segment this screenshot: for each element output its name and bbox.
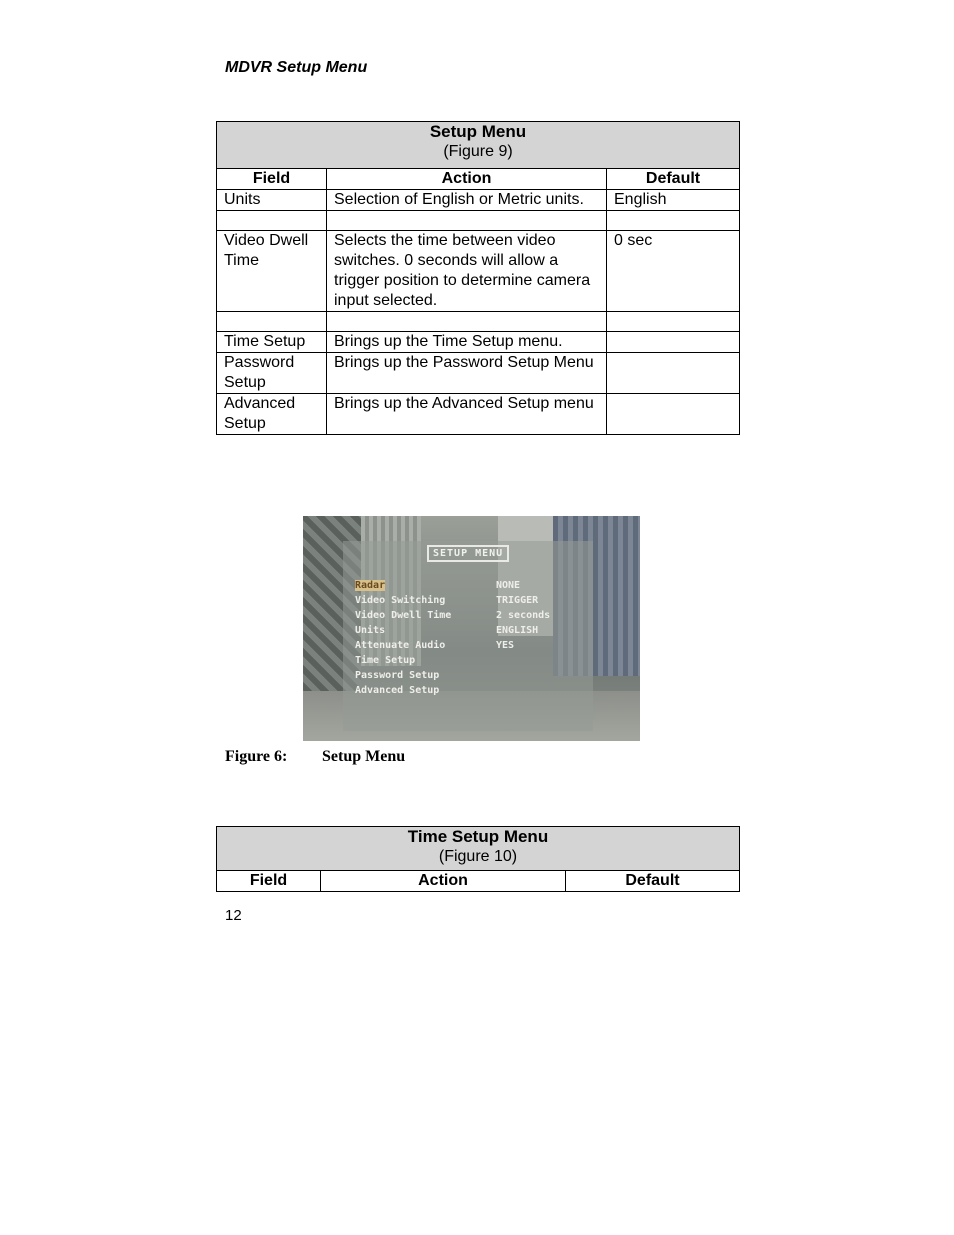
cell-action: [327, 211, 607, 231]
osd-item-label-text: Video Dwell Time: [355, 610, 452, 621]
cell-default: [607, 312, 740, 332]
page-number: 12: [225, 907, 242, 924]
osd-menu-item: [355, 578, 550, 593]
column-header-field: Field: [217, 169, 327, 190]
cell-default: [607, 332, 740, 353]
osd-item-label: [355, 593, 496, 608]
osd-item-label: [355, 608, 496, 623]
table-row: [217, 353, 740, 394]
caption-number: Figure 6:: [225, 748, 288, 765]
table-row: [217, 211, 740, 231]
cell-field: [217, 211, 327, 231]
osd-item-label-text: Attenuate Audio: [355, 640, 446, 651]
osd-menu-item: [355, 683, 550, 698]
osd-item-label-text: Units: [355, 625, 386, 636]
cell-default: 0 sec: [607, 231, 740, 312]
column-header-default: Default: [566, 871, 740, 892]
column-header-action: Action: [321, 871, 566, 892]
osd-item-label: [355, 638, 496, 653]
table-subtitle: (Figure 10): [438, 848, 518, 865]
cell-field: [217, 312, 327, 332]
osd-item-label: [355, 653, 496, 668]
table-body: [217, 190, 740, 435]
setup-menu-screenshot: [303, 516, 640, 741]
setup-menu-table: [216, 121, 740, 435]
cell-action: [327, 312, 607, 332]
column-header-action: Action: [327, 169, 607, 190]
column-header-default: Default: [607, 169, 740, 190]
cell-default: [607, 353, 740, 394]
osd-item-value: NONE: [496, 580, 521, 591]
table-title: Setup Menu: [429, 122, 527, 141]
cell-default: English: [607, 190, 740, 211]
osd-item-label: [355, 668, 496, 683]
cell-field: Advanced Setup: [217, 394, 327, 435]
cell-default: [607, 211, 740, 231]
cell-action: Brings up the Password Setup Menu: [327, 353, 607, 394]
osd-item-label-text: Radar: [355, 580, 386, 591]
osd-menu-item: [355, 593, 550, 608]
caption-text: Setup Menu: [322, 748, 406, 765]
column-header-field: Field: [217, 871, 321, 892]
table-header: [217, 827, 740, 871]
osd-item-label: [355, 683, 496, 698]
cell-action: Selection of English or Metric units.: [327, 190, 607, 211]
osd-item-label-text: Time Setup: [355, 655, 416, 666]
section-title: MDVR Setup Menu: [225, 59, 368, 76]
table-row: [217, 394, 740, 435]
table-title: Time Setup Menu: [407, 827, 549, 846]
osd-item-label-text: Password Setup: [355, 670, 440, 681]
table-row: [217, 332, 740, 353]
cell-field: Password Setup: [217, 353, 327, 394]
osd-menu-item: [355, 638, 550, 653]
time-setup-menu-table: [216, 826, 740, 892]
figure-caption: [225, 748, 405, 766]
osd-item-label: [355, 623, 496, 638]
osd-item-label-text: Video Switching: [355, 595, 446, 606]
cell-field: Time Setup: [217, 332, 327, 353]
osd-item-value: 2 seconds: [496, 610, 551, 621]
osd-item-value: ENGLISH: [496, 625, 539, 636]
osd-item-label: [355, 578, 496, 593]
osd-item-label-text: Advanced Setup: [355, 685, 440, 696]
cell-action: Brings up the Time Setup menu.: [327, 332, 607, 353]
cell-default: [607, 394, 740, 435]
table-header: [217, 122, 740, 169]
osd-menu-item: [355, 653, 550, 668]
table-subtitle: (Figure 9): [443, 143, 513, 160]
cell-action: Selects the time between video switches. 0 seconds will allow a trigger position to determine camera input selected.: [327, 231, 607, 312]
osd-menu-list: [355, 578, 550, 698]
cell-action: Brings up the Advanced Setup menu: [327, 394, 607, 435]
osd-menu-item: [355, 668, 550, 683]
osd-menu-item: [355, 608, 550, 623]
osd-menu-title: SETUP MENU: [427, 545, 509, 562]
table-row: [217, 231, 740, 312]
table-row: [217, 190, 740, 211]
osd-menu-item: [355, 623, 550, 638]
osd-item-value: YES: [496, 640, 515, 651]
table-row: [217, 312, 740, 332]
cell-field: Video Dwell Time: [217, 231, 327, 312]
cell-field: Units: [217, 190, 327, 211]
osd-item-value: TRIGGER: [496, 595, 539, 606]
